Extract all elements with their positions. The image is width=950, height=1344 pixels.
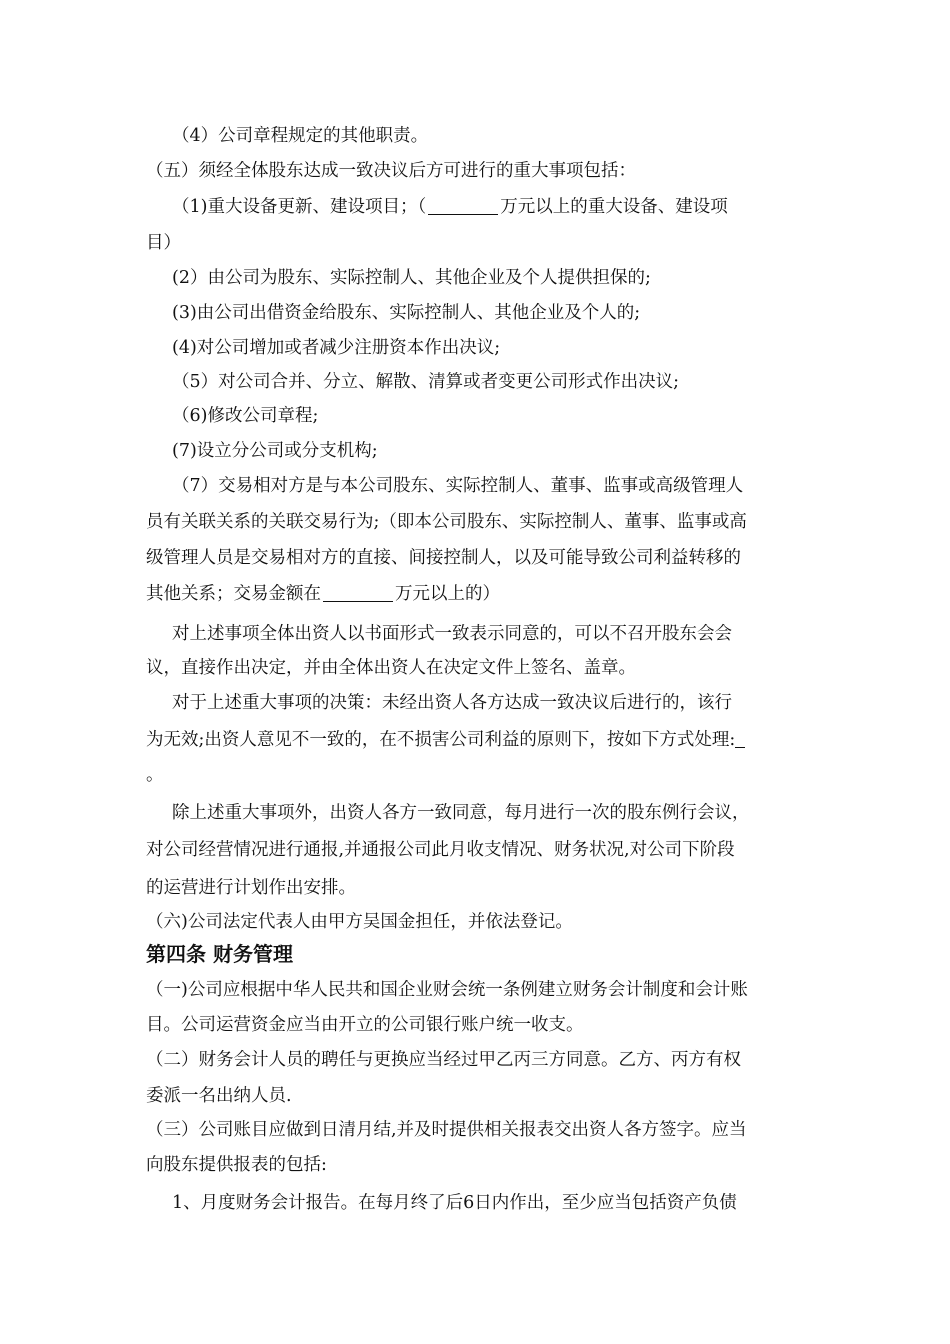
text-segment: 万元以上的重大设备、建设项 <box>500 197 728 217</box>
text-line: (4)对公司增加或者减少注册资本作出决议; <box>172 338 501 358</box>
text-line <box>146 728 745 752</box>
text-line: （六)公司法定代表人由甲方吴国金担任，并依法登记。 <box>146 912 573 932</box>
text-segment: （1)重大设备更新、建设项目；（ <box>172 197 427 217</box>
fill-blank <box>428 196 498 215</box>
text-line: 向股东提供报表的包括: <box>146 1155 327 1175</box>
text-line: 对公司经营情况进行通报,并通报公司此月收支情况、财务状况,对公司下阶段 <box>146 840 735 860</box>
text-line: （7）交易相对方是与本公司股东、实际控制人、董事、监事或高级管理人 <box>172 476 744 496</box>
text-line: （5）对公司合并、分立、解散、清算或者变更公司形式作出决议; <box>172 372 680 392</box>
text-line: 1、月度财务会计报告。在每月终了后6日内作出，至少应当包括资产负债 <box>172 1193 737 1213</box>
section-heading: 第四条 财务管理 <box>146 942 293 966</box>
text-segment: 万元以上的） <box>395 584 500 604</box>
text-line: （一)公司应根据中华人民共和国企业财会统一条例建立财务会计制度和会计账 <box>146 980 748 1000</box>
text-line: 。 <box>146 765 164 785</box>
text-line: （4）公司章程规定的其他职责。 <box>172 126 429 146</box>
fill-blank <box>323 583 393 602</box>
text-line <box>172 195 728 219</box>
text-line: 目。公司运营资金应当由开立的公司银行账户统一收支。 <box>146 1015 584 1035</box>
text-segment: 为无效;出资人意见不一致的，在不损害公司利益的原则下，按如下方式处理: <box>146 730 736 750</box>
text-line: 对上述事项全体出资人以书面形式一致表示同意的，可以不召开股东会会 <box>172 624 732 644</box>
text-line: （三）公司账目应做到日清月结,并及时提供相关报表交出资人各方签字。应当 <box>146 1120 747 1140</box>
text-line: （五）须经全体股东达成一致决议后方可进行的重大事项包括： <box>146 161 636 181</box>
fill-blank <box>735 729 745 748</box>
text-line: 员有关联关系的关联交易行为;（即本公司股东、实际控制人、董事、监事或高 <box>146 512 747 532</box>
text-line: (7)设立分公司或分支机构; <box>172 441 378 461</box>
text-line: 议，直接作出决定，并由全体出资人在决定文件上签名、盖章。 <box>146 658 636 678</box>
text-line: (3)由公司出借资金给股东、实际控制人、其他企业及个人的; <box>172 303 641 323</box>
text-segment: 其他关系；交易金额在 <box>146 584 321 604</box>
text-line: 的运营进行计划作出安排。 <box>146 878 356 898</box>
text-line: （二）财务会计人员的聘任与更换应当经过甲乙丙三方同意。乙方、丙方有权 <box>146 1050 741 1070</box>
text-line: 委派一名出纳人员. <box>146 1086 292 1106</box>
text-line: (2）由公司为股东、实际控制人、其他企业及个人提供担保的; <box>172 268 651 288</box>
text-line: 对于上述重大事项的决策：未经出资人各方达成一致决议后进行的，该行 <box>172 693 732 713</box>
text-line: （6)修改公司章程; <box>172 406 319 426</box>
text-line <box>146 582 500 606</box>
text-line: 目） <box>146 233 181 253</box>
text-line: 级管理人员是交易相对方的直接、间接控制人，以及可能导致公司利益转移的 <box>146 548 741 568</box>
text-line: 除上述重大事项外，出资人各方一致同意，每月进行一次的股东例行会议， <box>172 803 750 823</box>
